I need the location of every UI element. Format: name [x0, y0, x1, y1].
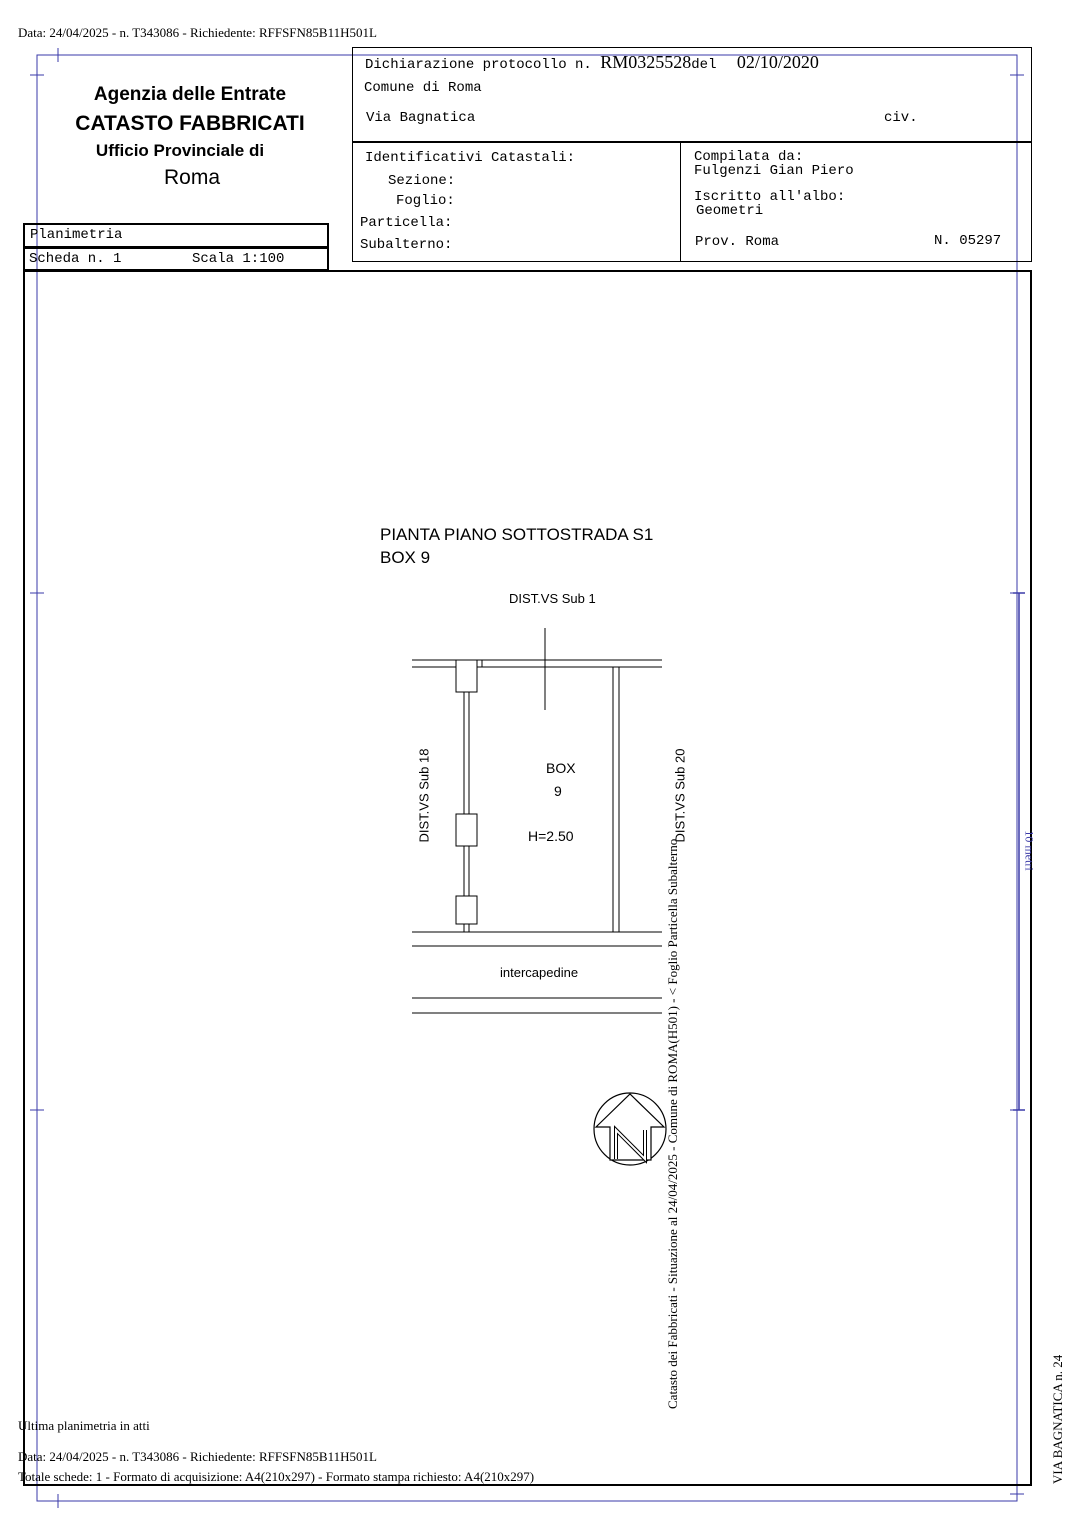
plan-subtitle: BOX 9 — [380, 548, 431, 567]
box-label: BOX — [546, 760, 576, 776]
box-number: 9 — [554, 783, 562, 799]
declaration-protocol-label: Dichiarazione protocollo n. — [365, 57, 592, 73]
subalterno-label: Subalterno: — [360, 237, 453, 253]
compiler-name: Fulgenzi Gian Piero — [694, 163, 854, 179]
height-label: H=2.50 — [528, 828, 574, 844]
albo-number: N. 05297 — [934, 233, 1002, 249]
foglio-label: Foglio: — [396, 193, 455, 209]
agency-name: Agenzia delle Entrate — [93, 84, 287, 105]
north-arrow-icon — [594, 1093, 666, 1165]
ultima-planimetria: Ultima planimetria in atti — [18, 1418, 150, 1433]
plan-title: PIANTA PIANO SOTTOSTRADA S1 — [380, 525, 654, 544]
via-text: Via Bagnatica — [366, 110, 476, 126]
side-address-text: VIA BAGNATICA n. 24 — [1050, 1354, 1065, 1484]
prov-text: Prov. Roma — [695, 234, 780, 250]
dist-right-label: DIST.VS Sub 20 — [672, 748, 688, 843]
agency-catasto: CATASTO FABBRICATI — [75, 112, 305, 135]
albo-value: Geometri — [696, 203, 764, 219]
agency-office: Ufficio Provinciale di — [95, 141, 265, 160]
scale-mark-text: 10 metri — [1022, 830, 1037, 871]
intercapedine-label: intercapedine — [500, 965, 579, 980]
identifiers-title: Identificativi Catastali: — [365, 150, 576, 166]
comune-text: Comune di Roma — [364, 80, 482, 96]
particella-label: Particella: — [360, 215, 453, 231]
agency-city: Roma — [163, 166, 221, 189]
declaration-number: RM0325528 — [600, 52, 692, 72]
sezione-label: Sezione: — [388, 173, 456, 189]
dist-top-label: DIST.VS Sub 1 — [509, 591, 596, 606]
footer-data-line: Data: 24/04/2025 - n. T343086 - Richiedente: RFFSFN85B11H501L — [18, 1449, 377, 1464]
declaration-del: del — [691, 57, 717, 73]
civ-text: civ. — [884, 110, 918, 126]
planimetria-label: Planimetria — [30, 227, 123, 243]
albo-label: Iscritto all'albo: — [694, 189, 846, 205]
side-catasto-text: Catasto dei Fabbricati - Situazione al 24/04/2025 - Comune di ROMA(H501) - < Foglio Particella Subalterno — [665, 838, 680, 1409]
scala-label: Scala 1:100 — [192, 251, 285, 267]
header-line: Data: 24/04/2025 - n. T343086 - Richiedente: RFFSFN85B11H501L — [18, 25, 377, 40]
footer-totale: Totale schede: 1 - Formato di acquisizione: A4(210x297) - Formato stampa richiesto: A4(210x297) — [18, 1469, 535, 1484]
declaration-date: 02/10/2020 — [736, 52, 819, 72]
dist-left-label: DIST.VS Sub 18 — [416, 748, 432, 843]
compiler-label: Compilata da: — [694, 149, 804, 165]
scheda-label: Scheda n. 1 — [29, 251, 122, 267]
